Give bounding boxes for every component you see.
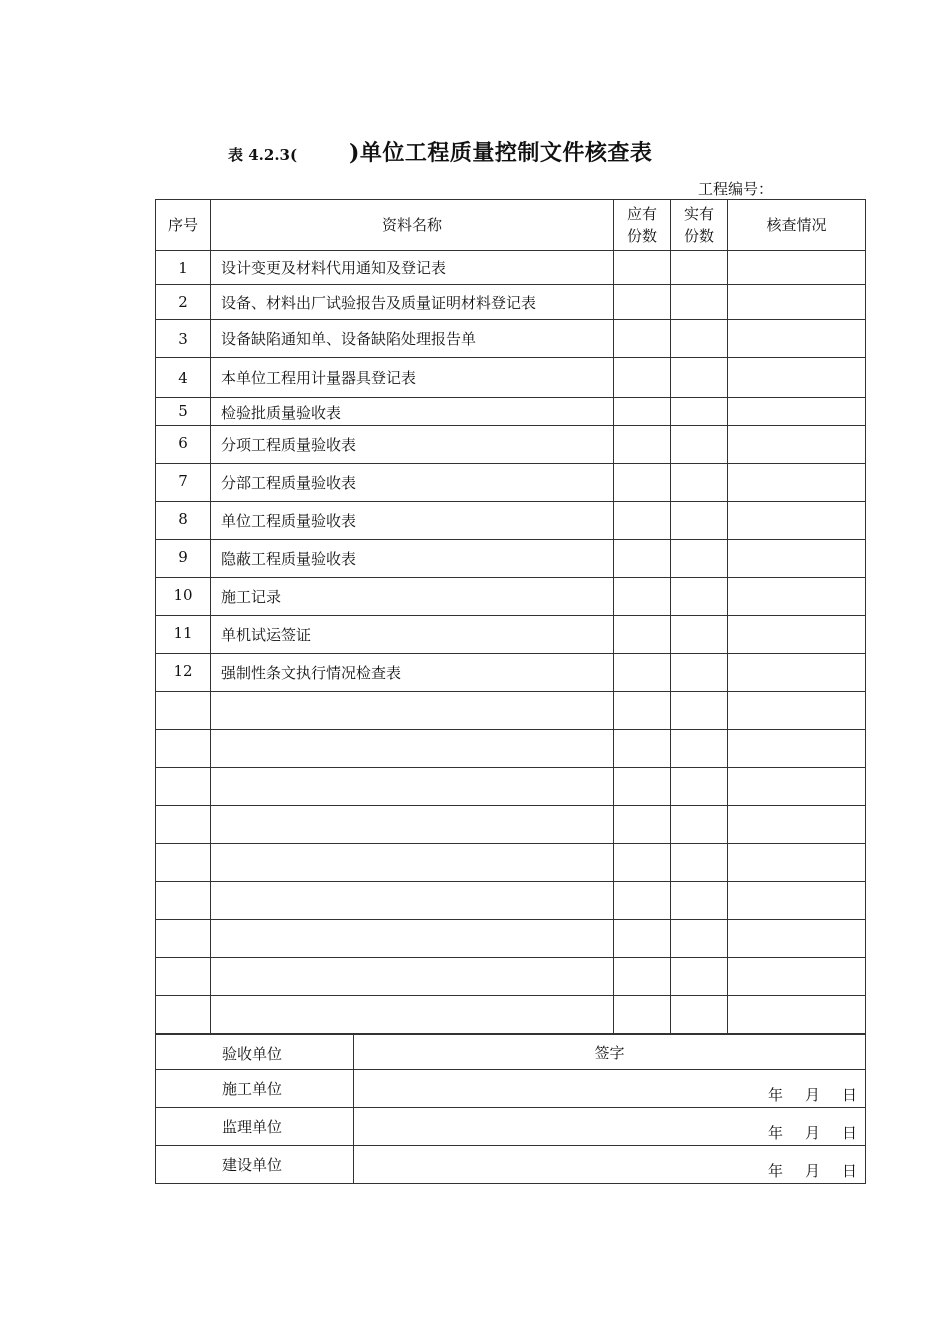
row-document-name: 强制性条文执行情况检查表 xyxy=(211,654,614,692)
empty-actual-cell[interactable] xyxy=(671,882,728,920)
row-check-cell[interactable] xyxy=(728,502,866,540)
empty-name-cell[interactable] xyxy=(211,958,614,996)
row-due-count-cell[interactable] xyxy=(614,398,671,426)
empty-name-cell[interactable] xyxy=(211,996,614,1034)
date-month: 月 xyxy=(804,1162,820,1180)
row-no: 4 xyxy=(156,358,211,398)
row-actual-count-cell[interactable] xyxy=(671,358,728,398)
row-no: 5 xyxy=(156,398,211,426)
table-header-row xyxy=(156,200,866,251)
empty-no-cell[interactable] xyxy=(156,768,211,806)
signature-header-unit: 验收单位 xyxy=(156,1035,354,1070)
header-due-line1: 应有 xyxy=(626,205,657,223)
empty-check-cell[interactable] xyxy=(728,996,866,1034)
row-document-name: 单位工程质量验收表 xyxy=(211,502,614,540)
empty-check-cell[interactable] xyxy=(728,882,866,920)
row-no: 1 xyxy=(156,251,211,285)
document-checklist-table xyxy=(155,199,866,1034)
row-due-count-cell[interactable] xyxy=(614,502,671,540)
row-document-name: 检验批质量验收表 xyxy=(211,398,614,426)
row-document-name: 本单位工程用计量器具登记表 xyxy=(211,358,614,398)
table-row xyxy=(156,358,866,398)
row-check-cell[interactable] xyxy=(728,320,866,358)
signature-row xyxy=(156,1146,866,1184)
header-check: 核查情况 xyxy=(728,200,866,251)
empty-due-cell[interactable] xyxy=(614,844,671,882)
row-check-cell[interactable] xyxy=(728,426,866,464)
row-check-cell[interactable] xyxy=(728,654,866,692)
row-due-count-cell[interactable] xyxy=(614,320,671,358)
row-no: 11 xyxy=(156,616,211,654)
row-document-name: 设备、材料出厂试验报告及质量证明材料登记表 xyxy=(211,285,614,320)
table-row-empty xyxy=(156,882,866,920)
table-row-empty xyxy=(156,692,866,730)
table-row xyxy=(156,616,866,654)
row-document-name: 分部工程质量验收表 xyxy=(211,464,614,502)
table-row xyxy=(156,502,866,540)
row-no: 12 xyxy=(156,654,211,692)
empty-no-cell[interactable] xyxy=(156,844,211,882)
header-actual-line2: 份数 xyxy=(683,227,714,245)
table-row-empty xyxy=(156,920,866,958)
row-due-count-cell[interactable] xyxy=(614,358,671,398)
signature-unit-label: 施工单位 xyxy=(156,1070,354,1108)
row-actual-count-cell[interactable] xyxy=(671,654,728,692)
row-document-name: 设备缺陷通知单、设备缺陷处理报告单 xyxy=(211,320,614,358)
header-no: 序号 xyxy=(156,200,211,251)
row-actual-count-cell[interactable] xyxy=(671,502,728,540)
empty-check-cell[interactable] xyxy=(728,730,866,768)
table-row xyxy=(156,464,866,502)
row-check-cell[interactable] xyxy=(728,578,866,616)
row-document-name: 分项工程质量验收表 xyxy=(211,426,614,464)
row-check-cell[interactable] xyxy=(728,285,866,320)
empty-due-cell[interactable] xyxy=(614,958,671,996)
row-check-cell[interactable] xyxy=(728,540,866,578)
row-check-cell[interactable] xyxy=(728,616,866,654)
date-month: 月 xyxy=(804,1086,820,1104)
row-no: 7 xyxy=(156,464,211,502)
header-due-count xyxy=(614,200,671,251)
row-actual-count-cell[interactable] xyxy=(671,578,728,616)
empty-name-cell[interactable] xyxy=(211,844,614,882)
row-no: 3 xyxy=(156,320,211,358)
empty-no-cell[interactable] xyxy=(156,920,211,958)
signature-table xyxy=(155,1034,866,1184)
header-actual-count xyxy=(671,200,728,251)
empty-actual-cell[interactable] xyxy=(671,730,728,768)
empty-name-cell[interactable] xyxy=(211,806,614,844)
row-check-cell[interactable] xyxy=(728,398,866,426)
table-row-empty xyxy=(156,844,866,882)
table-row-empty xyxy=(156,730,866,768)
empty-name-cell[interactable] xyxy=(211,730,614,768)
date-year: 年 xyxy=(767,1124,783,1142)
empty-check-cell[interactable] xyxy=(728,920,866,958)
signature-row xyxy=(156,1070,866,1108)
empty-actual-cell[interactable] xyxy=(671,844,728,882)
empty-no-cell[interactable] xyxy=(156,996,211,1034)
table-row xyxy=(156,578,866,616)
row-actual-count-cell[interactable] xyxy=(671,251,728,285)
empty-check-cell[interactable] xyxy=(728,844,866,882)
row-due-count-cell[interactable] xyxy=(614,616,671,654)
empty-due-cell[interactable] xyxy=(614,806,671,844)
row-document-name: 施工记录 xyxy=(211,578,614,616)
row-document-name: 单机试运签证 xyxy=(211,616,614,654)
empty-name-cell[interactable] xyxy=(211,768,614,806)
title-main: )单位工程质量控制文件核查表 xyxy=(349,140,653,166)
row-document-name: 设计变更及材料代用通知及登记表 xyxy=(211,251,614,285)
empty-actual-cell[interactable] xyxy=(671,806,728,844)
date-month: 月 xyxy=(804,1124,820,1142)
empty-check-cell[interactable] xyxy=(728,958,866,996)
row-actual-count-cell[interactable] xyxy=(671,616,728,654)
project-number-label: 工程编号： xyxy=(698,180,774,198)
empty-no-cell[interactable] xyxy=(156,958,211,996)
date-day: 日 xyxy=(841,1124,857,1142)
row-actual-count-cell[interactable] xyxy=(671,464,728,502)
row-no: 10 xyxy=(156,578,211,616)
empty-no-cell[interactable] xyxy=(156,806,211,844)
empty-no-cell[interactable] xyxy=(156,692,211,730)
header-due-line2: 份数 xyxy=(626,227,657,245)
table-row-empty xyxy=(156,806,866,844)
title-prefix: 表 4.2.3( xyxy=(228,146,298,164)
empty-no-cell[interactable] xyxy=(156,730,211,768)
date-day: 日 xyxy=(841,1162,857,1180)
row-check-cell[interactable] xyxy=(728,251,866,285)
signature-header-row xyxy=(156,1035,866,1070)
row-actual-count-cell[interactable] xyxy=(671,398,728,426)
signature-field[interactable] xyxy=(354,1070,866,1108)
date-year: 年 xyxy=(767,1162,783,1180)
table-row-empty xyxy=(156,958,866,996)
row-no: 9 xyxy=(156,540,211,578)
table-row xyxy=(156,251,866,285)
row-due-count-cell[interactable] xyxy=(614,251,671,285)
row-no: 6 xyxy=(156,426,211,464)
row-actual-count-cell[interactable] xyxy=(671,540,728,578)
signature-field[interactable] xyxy=(354,1108,866,1146)
empty-due-cell[interactable] xyxy=(614,730,671,768)
row-check-cell[interactable] xyxy=(728,358,866,398)
row-document-name: 隐蔽工程质量验收表 xyxy=(211,540,614,578)
row-no: 2 xyxy=(156,285,211,320)
table-row xyxy=(156,654,866,692)
row-check-cell[interactable] xyxy=(728,464,866,502)
row-actual-count-cell[interactable] xyxy=(671,320,728,358)
table-row xyxy=(156,398,866,426)
empty-no-cell[interactable] xyxy=(156,882,211,920)
empty-name-cell[interactable] xyxy=(211,920,614,958)
table-row-empty xyxy=(156,996,866,1034)
table-row xyxy=(156,540,866,578)
empty-due-cell[interactable] xyxy=(614,692,671,730)
empty-name-cell[interactable] xyxy=(211,692,614,730)
empty-actual-cell[interactable] xyxy=(671,692,728,730)
row-due-count-cell[interactable] xyxy=(614,654,671,692)
date-year: 年 xyxy=(767,1086,783,1104)
empty-due-cell[interactable] xyxy=(614,882,671,920)
empty-due-cell[interactable] xyxy=(614,920,671,958)
row-due-count-cell[interactable] xyxy=(614,285,671,320)
row-no: 8 xyxy=(156,502,211,540)
empty-actual-cell[interactable] xyxy=(671,768,728,806)
signature-field[interactable] xyxy=(354,1146,866,1184)
row-due-count-cell[interactable] xyxy=(614,426,671,464)
table-row xyxy=(156,285,866,320)
empty-actual-cell[interactable] xyxy=(671,958,728,996)
row-due-count-cell[interactable] xyxy=(614,540,671,578)
header-actual-line1: 实有 xyxy=(683,205,714,223)
empty-due-cell[interactable] xyxy=(614,996,671,1034)
document-title xyxy=(0,134,950,170)
table-row-empty xyxy=(156,768,866,806)
table-row xyxy=(156,320,866,358)
empty-check-cell[interactable] xyxy=(728,806,866,844)
empty-check-cell[interactable] xyxy=(728,692,866,730)
signature-unit-label: 监理单位 xyxy=(156,1108,354,1146)
signature-row xyxy=(156,1108,866,1146)
empty-check-cell[interactable] xyxy=(728,768,866,806)
header-name: 资料名称 xyxy=(211,200,614,251)
empty-actual-cell[interactable] xyxy=(671,920,728,958)
date-day: 日 xyxy=(841,1086,857,1104)
row-due-count-cell[interactable] xyxy=(614,464,671,502)
empty-name-cell[interactable] xyxy=(211,882,614,920)
empty-due-cell[interactable] xyxy=(614,768,671,806)
table-row xyxy=(156,426,866,464)
row-due-count-cell[interactable] xyxy=(614,578,671,616)
signature-header-sign: 签字 xyxy=(354,1035,866,1070)
row-actual-count-cell[interactable] xyxy=(671,426,728,464)
row-actual-count-cell[interactable] xyxy=(671,285,728,320)
empty-actual-cell[interactable] xyxy=(671,996,728,1034)
signature-unit-label: 建设单位 xyxy=(156,1146,354,1184)
